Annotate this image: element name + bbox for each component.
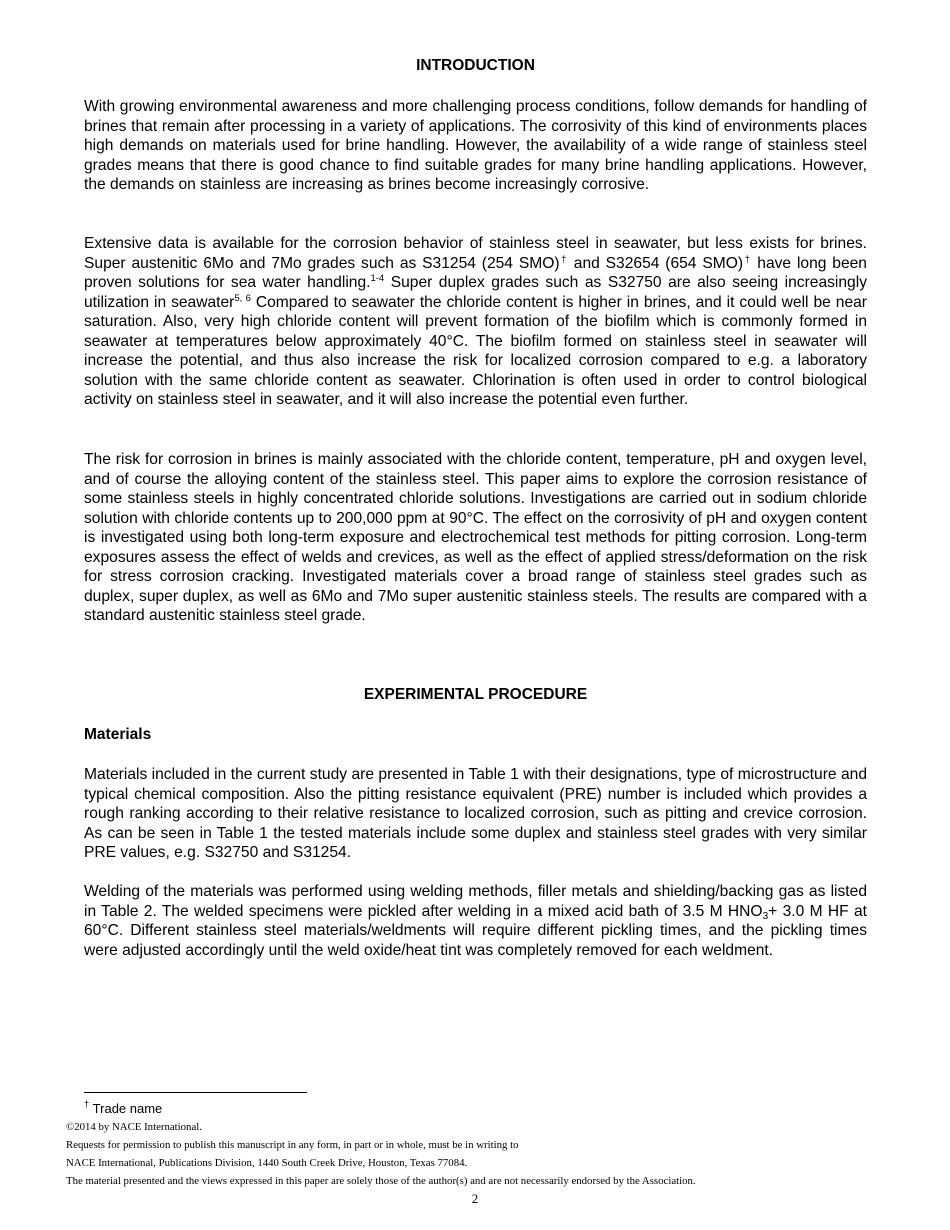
text: Extensive data is available for the corrosion behavior of stainless steel in seawater, but less exists for brines. Super austenitic 6Mo and 7Mo grades such as S31254 (254 SMO) [84,235,867,272]
text: + 3.0 M HF at 60°C. Different stainless steel materials/weldments will require different pickling times, and the pickling times were adjusted accordingly until the weld oxide/heat tint was completely removed for each weldment. [84,902,867,959]
introduction-heading: INTRODUCTION [416,57,535,74]
materials-subheading: Materials [84,726,152,743]
text: Super duplex grades such as S32750 are also seeing increasingly utilization in seawater [84,274,867,311]
text: Welding of the materials was performed using welding methods, filler metals and shielding/backing gas as listed in Table 2. The welded specimens were pickled after welding in a mixed acid bath of 3.5 M HNO [84,883,867,920]
footnote-text: Trade name [89,1101,163,1116]
materials-paragraph-1: Materials included in the current study are presented in Table 1 with their designations, type of microstructure and typical chemical composition. Also the pitting resistance equivalent (PRE) number is included which provides a rough ranking according to their relative resistance to localized corrosion, such as pitting and crevice corrosion. As can be seen in Table 1 the tested materials include some duplex and stainless steel grades with very similar PRE values, e.g. S32750 and S31254. [84,766,867,861]
text: Compared to seawater the chloride content is higher in brines, and it could well be near saturation. Also, very high chloride content will prevent formation of the biofilm which is commonly formed in seawater at temperatures below approximately 40°C. The biofilm formed on stainless steel in seawater will increase the potential, and thus also increase the risk for localized corrosion compared to e.g. a laboratory solution with the same chloride content as seawater. Chlorination is often used in order to control biological activity on stainless steel in seawater, and it will also increase the potential even further. [84,293,868,408]
intro-paragraph-3: The risk for corrosion in brines is mainly associated with the chloride content, temperature, pH and oxygen level, and of course the alloying content of the stainless steel. This paper aims to explore the corrosion resistance of some stainless steels in highly concentrated chloride solutions. Investigations are carried out in sodium chloride solution with chloride contents up to 200,000 ppm at 90°C. The effect on the corrosivity of pH and oxygen content is investigated using both long-term exposure and electrochemical test methods for pitting corrosion. Long-term exposures assess the effect of welds and crevices, as well as the effect of applied stress/deformation on the risk for stress corrosion cracking. Investigated materials cover a broad range of stainless steel grades such as duplex, super duplex, as well as 6Mo and 7Mo super austenitic stainless steels. The results are compared with a standard austenitic stainless steel grade. [84,451,867,624]
dagger-mark: † [84,1099,90,1110]
citation-sup: 5, 6 [234,292,251,304]
footer-address: NACE International, Publications Division, 1440 South Creek Drive, Houston, Texas 77084. [66,1157,468,1169]
experimental-heading: EXPERIMENTAL PROCEDURE [363,686,588,703]
text: and S32654 (654 SMO) [567,254,744,272]
footnote-divider [84,1092,307,1093]
trade-mark-sup: † [559,253,568,265]
materials-paragraph-2 [84,882,867,960]
page-number: 2 [471,1191,479,1206]
intro-paragraph-1: With growing environmental awareness and more challenging process conditions, follow demands for handling of brines that remain after processing in a variety of applications. The corrosivity of this kind of environments places high demands on materials used for brine handling. However, the availability of a wide range of stainless steel grades means that there is good chance to find suitable grades for many brine handling applications. However, the demands on stainless are increasing as brines become increasingly corrosive. [84,98,867,193]
footnote [84,1101,162,1116]
footer-disclaimer: The material presented and the views expressed in this paper are solely those of the author(s) and are not necessarily endorsed by the Association. [66,1175,696,1187]
subscript: 3 [762,910,769,922]
footer-permission: Requests for permission to publish this manuscript in any form, in part or in whole, must be in writing to [66,1139,519,1151]
text: have long been proven solutions for sea water handling. [84,254,867,291]
footer-copyright: ©2014 by NACE International. [66,1121,202,1133]
trade-mark-sup: † [743,253,752,265]
intro-paragraph-2 [84,234,867,410]
citation-sup: 1-4 [370,273,385,284]
